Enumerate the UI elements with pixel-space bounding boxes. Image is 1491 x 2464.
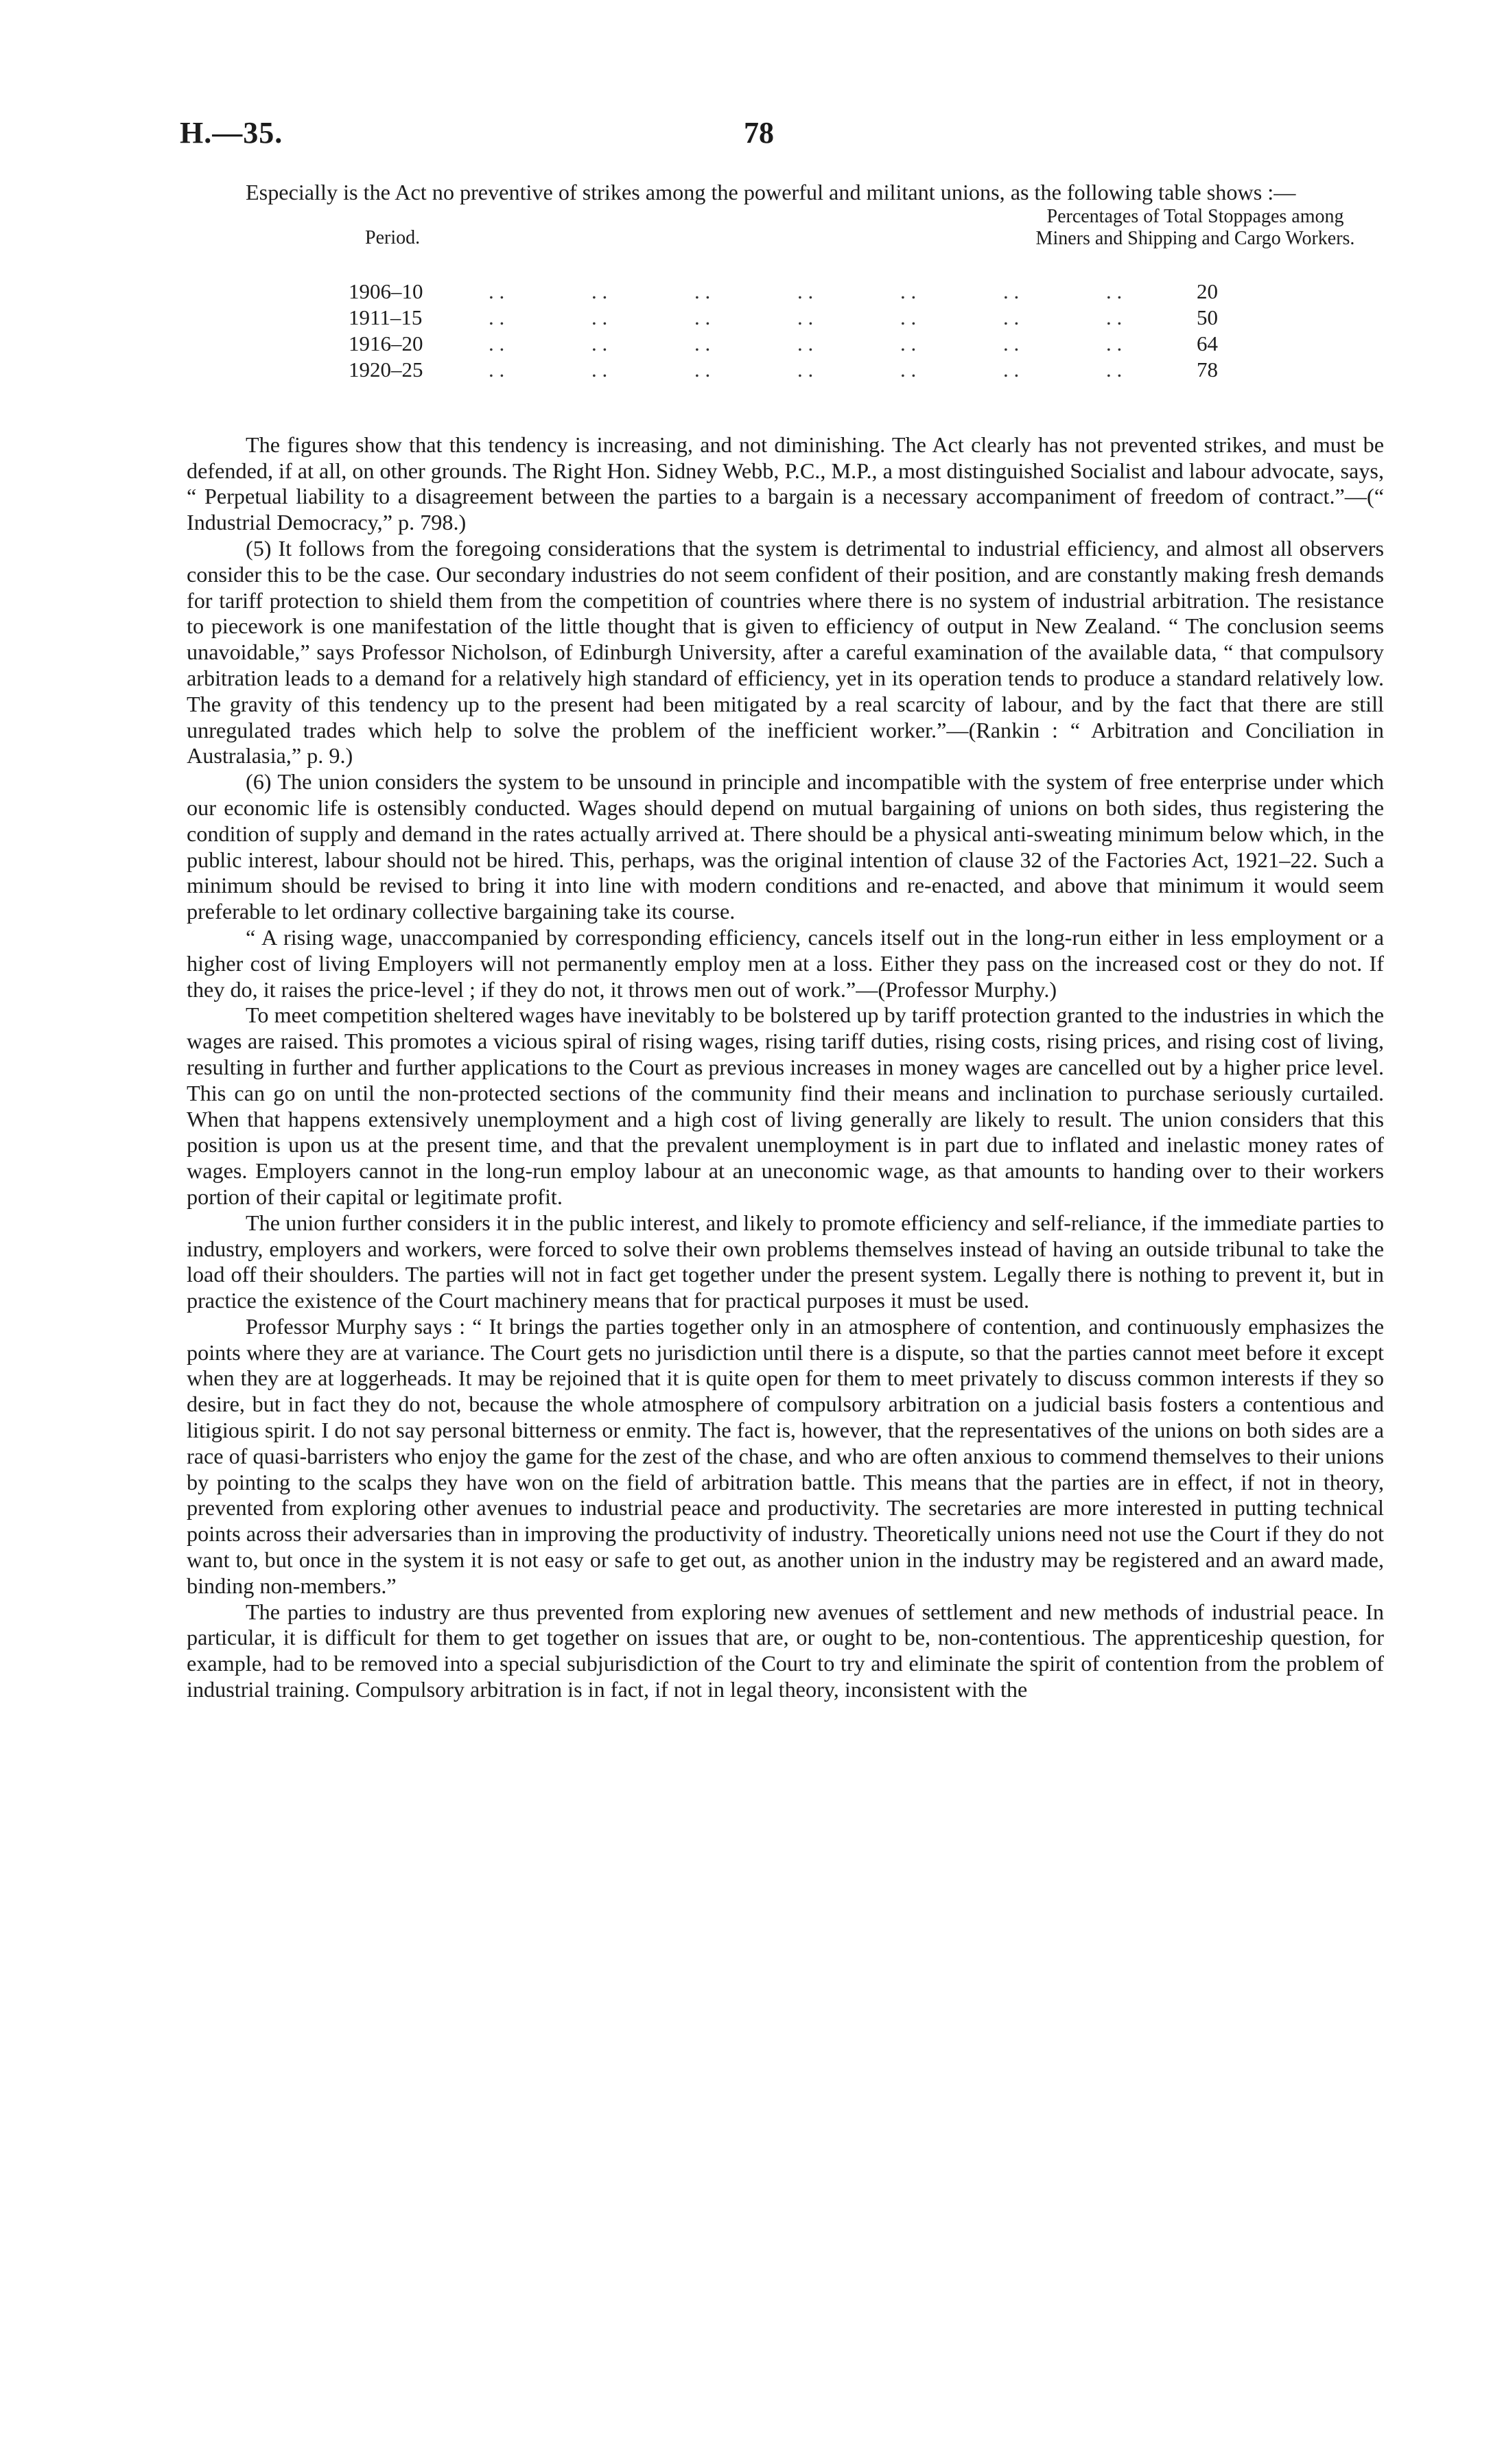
row-value: 78: [1197, 357, 1218, 382]
column-header-period: Period.: [365, 226, 421, 248]
dot-leader: . . . . . . . . . . . . . .: [489, 331, 1123, 355]
paragraph: The parties to industry are thus prevented from exploring new avenues of settlement and new methods of industrial peace. In particular, it is difficult for them to get together on issues that are, or ought to be, non-contentious. The apprenticeship question, for example, had to be removed into a special subjurisdiction of the Court to try and eliminate the spirit of contention from the problem of industrial training. Compulsory arbitration is in fact, if not in legal theory, inconsistent with the: [187, 1599, 1384, 1702]
row-period: 1920–25: [349, 357, 423, 382]
row-period: 1906–10: [349, 279, 423, 303]
paragraph: The figures show that this tendency is increasing, and not diminishing. The Act clearly has not prevented strikes, and must be defended, if at all, on other grounds. The Right Hon. Sidney Webb, P.C., M.P., a most distinguished Socialist and labour advocate, says, “ Perpetual liability to a disagreement between the parties to a bargain is a necessary accompaniment of freedom of contract.”—(“ Industrial Democracy,” p. 798.): [187, 432, 1384, 535]
table-row: [349, 357, 1350, 383]
row-value: 20: [1197, 279, 1218, 303]
paragraph: (6) The union considers the system to be unsound in principle and incompatible with the system of free enterprise under which our economic life is ostensibly conducted. Wages should depend on mutual bargaining of unions on both sides, thus registering the condition of supply and demand in the rates actually arrived at. There should be a physical anti-sweating minimum below which, in the public interest, labour should not be hired. This, perhaps, was the original intention of clause 32 of the Factories Act, 1921–22. Such a minimum should be revised to bring it into line with modern conditions and re-enacted, and above that minimum it would seem preferable to let ordinary collective bargaining take its course.: [187, 769, 1384, 924]
paragraph: Professor Murphy says : “ It brings the parties together only in an atmosphere of contention, and continuously emphasizes the points where they are at variance. The Court gets no jurisdiction until there is a dispute, so that the parties cannot meet before it except when they are at loggerheads. It may be rejoined that it is quite open for them to meet privately to discuss common interests if they so desire, but in fact they do not, because the whole atmosphere of compulsory arbitration on a judicial basis fosters a contentious and litigious spirit. I do not say personal bitterness or enmity. The fact is, however, that the representatives of the unions on both sides are a race of quasi-barristers who enjoy the game for the zest of the chase, and who are often anxious to commend themselves to their unions by pointing to the scalps they have won on the field of arbitration battle. This means that the parties are in effect, if not in theory, prevented from exploring other avenues to industrial peace and productivity. The secretaries are more interested in putting technical points across their adversaries than in improving the productivity of industry. Theoretically unions need not use the Court if they do not want to, but once in the system it is not easy or safe to get out, as another union in the industry may be registered and an award made, binding non-members.”: [187, 1313, 1384, 1598]
intro-paragraph: Especially is the Act no preventive of strikes among the powerful and militant unions, as the following table shows :—: [246, 180, 1296, 204]
row-period: 1911–15: [349, 305, 423, 329]
dot-leader: . . . . . . . . . . . . . .: [489, 357, 1123, 382]
row-value: 64: [1197, 331, 1218, 355]
document-id: H.—35.: [180, 116, 283, 150]
row-period: 1916–20: [349, 331, 423, 355]
row-value: 50: [1197, 305, 1218, 329]
dot-leader: . . . . . . . . . . . . . .: [489, 305, 1123, 329]
paragraph: The union further considers it in the public interest, and likely to promote efficiency and self-reliance, if the immediate parties to industry, employers and workers, were forced to solve their own problems themselves instead of having an outside tribunal to take the load off their shoulders. The parties will not in fact get together under the present system. Legally there is nothing to prevent it, but in practice the existence of the Court machinery means that for practical purposes it must be used.: [187, 1210, 1384, 1313]
dot-leader: . . . . . . . . . . . . . .: [489, 279, 1123, 303]
paragraph: To meet competition sheltered wages have inevitably to be bolstered up by tariff protection granted to the industries in which the wages are raised. This promotes a vicious spiral of rising wages, rising tariff duties, rising costs, rising prices, and rising cost of living, resulting in further and further applications to the Court as previous increases in money wages are cancelled out by a higher price level. This can go on until the non-protected sections of the community find their means and inclination to purchase seriously curtailed. When that happens extensively unemployment and a high cost of living generally are likely to result. The union considers that this position is upon us at the present time, and that the prevalent unemployment is in part due to inflated and inelastic money rates of wages. Employers cannot in the long-run employ labour at an uneconomic wage, as that amounts to handing over to their workers portion of their capital or legitimate profit.: [187, 1002, 1384, 1209]
page-header: [180, 115, 1387, 163]
table-row: [349, 279, 1350, 305]
table-row: [349, 331, 1350, 357]
table-row: [349, 305, 1350, 331]
page-number: 78: [744, 116, 774, 150]
quotation-paragraph: “ A rising wage, unaccompanied by corresponding efficiency, cancels itself out in the long-run either in less employment or a higher cost of living Employers will not permanently employ men at a loss. Either they pass on the increased cost or they do not. If they do, it raises the price-level ; if they do not, it throws men out of work.”—(Professor Murphy.): [187, 924, 1384, 1002]
body-text: [187, 180, 1384, 1703]
column-header-percentage: Percentages of Total Stoppages among Miners and Shipping and Cargo Workers.: [1035, 205, 1355, 249]
paragraph: (5) It follows from the foregoing considerations that the system is detrimental to industrial efficiency, and almost all observers consider this to be the case. Our secondary industries do not seem confident of their position, and are constantly making fresh demands for tariff protection to shield them from the competition of countries where there is no system of industrial arbitration. The resistance to piecework is one manifestation of the little thought that is given to efficiency of output in New Zealand. “ The conclusion seems unavoidable,” says Professor Nicholson, of Edinburgh University, after a careful examination of the available data, “ that compulsory arbitration leads to a demand for a relatively high standard of efficiency, yet in its operation tends to produce a standard relatively low. The gravity of this tendency up to the present had been mitigated by a real scarcity of labour, and by the fact that there are still unregulated trades which help to solve the problem of the inefficient worker.”—(Rankin : “ Arbitration and Conciliation in Australasia,” p. 9.): [187, 535, 1384, 768]
strike-stoppages-table: [187, 207, 1384, 428]
